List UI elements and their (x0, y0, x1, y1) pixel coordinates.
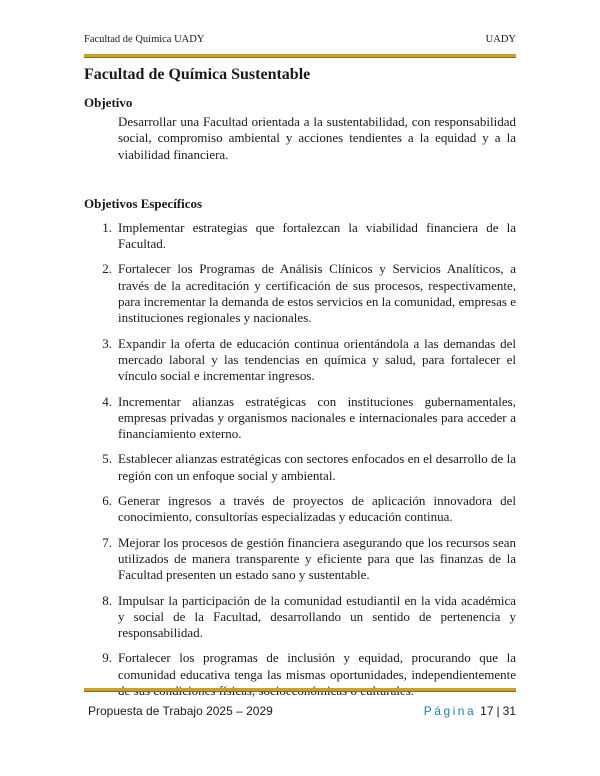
list-item-text: Expandir la oferta de educación continua orientándola a las demandas del mercado laboral y las tendencias en química y salud, para fortalecer el vínculo social e incrementar ingresos. (118, 335, 516, 384)
list-item-number: 8. (102, 592, 112, 608)
section-title: Facultad de Química Sustentable (84, 66, 311, 83)
page-footer (88, 704, 516, 720)
list-item (84, 336, 516, 385)
page-separator: | (496, 704, 500, 718)
header-divider (84, 54, 516, 58)
page-content (84, 66, 516, 708)
page-word: Página (423, 704, 477, 718)
list-item-number: 2. (102, 261, 112, 277)
list-item-text: Implementar estrategias que fortalezcan la viabilidad financiera de la Facultad. (118, 219, 516, 252)
list-item (84, 493, 516, 526)
list-item (84, 593, 516, 642)
list-item-text: Fortalecer los programas de inclusión y equidad, procurando que la comunidad educativa tenga las mismas oportunidades, independientemente (118, 650, 516, 682)
list-item-number: 7. (102, 534, 112, 550)
list-item (84, 261, 516, 326)
specific-objectives-list (84, 220, 516, 699)
list-item-text: Establecer alianzas estratégicas con sectores enfocados en el desarrollo de la región con un enfoque social y ambiental. (118, 451, 516, 483)
page-header (84, 34, 516, 50)
footer-title: Propuesta de Trabajo 2025 – 2029 (88, 704, 273, 718)
list-item-text: Fortalecer los Programas de Análisis Clínicos y Servicios Analíticos, a través de la acreditación y certificación de sus procesos, respectivamente, para incrementar la demanda de estos servicios en la comunidad, empresas e instituciones regionales y nacionales. (118, 261, 516, 326)
page-number (424, 704, 516, 720)
list-item-number: 3. (102, 335, 112, 351)
list-item (84, 394, 516, 443)
list-item-number: 1. (102, 219, 112, 235)
list-item-text: Generar ingresos a través de proyectos de aplicación innovadora del conocimiento, consultorías especializadas y educación continua. (118, 493, 516, 525)
list-item (84, 220, 516, 253)
list-item-text: Mejorar los procesos de gestión financiera asegurando que los recursos sean utilizados de manera transparente y eficiente para que las finanzas de la Facultad presenten un estado sano y sustentable. (118, 534, 516, 583)
page-total: 31 (502, 704, 516, 718)
footer-divider (84, 688, 516, 692)
objective-paragraph: Desarrollar una Facultad orientada a la sustentabilidad, con responsabilidad social, compromiso ambiental y acciones tendientes a la equidad y a la viabilidad financiera. (118, 114, 516, 162)
specific-objectives-heading: Objetivos Específicos (84, 195, 203, 211)
list-item-number: 4. (102, 393, 112, 409)
list-item (84, 451, 516, 484)
list-item-number: 5. (102, 451, 112, 467)
page-current: 17 (480, 704, 494, 718)
section-spacer (84, 163, 516, 196)
list-item (84, 535, 516, 584)
list-item-text: Impulsar la participación de la comunidad estudiantil en la vida académica y social de la Facultad, desarrollando un sentido de pertenencia y responsabilidad. (118, 592, 516, 641)
header-left-text: Facultad de Química UADY (84, 34, 205, 45)
objective-heading: Objetivo (84, 95, 133, 110)
list-item-text: Incrementar alianzas estratégicas con instituciones gubernamentales, empresas privadas y organismos nacionales e internacionales para acceder a financiamiento externo. (118, 393, 516, 442)
list-item-number: 6. (102, 493, 112, 509)
list-item-number: 9. (102, 650, 112, 666)
header-right-text: UADY (485, 34, 516, 45)
